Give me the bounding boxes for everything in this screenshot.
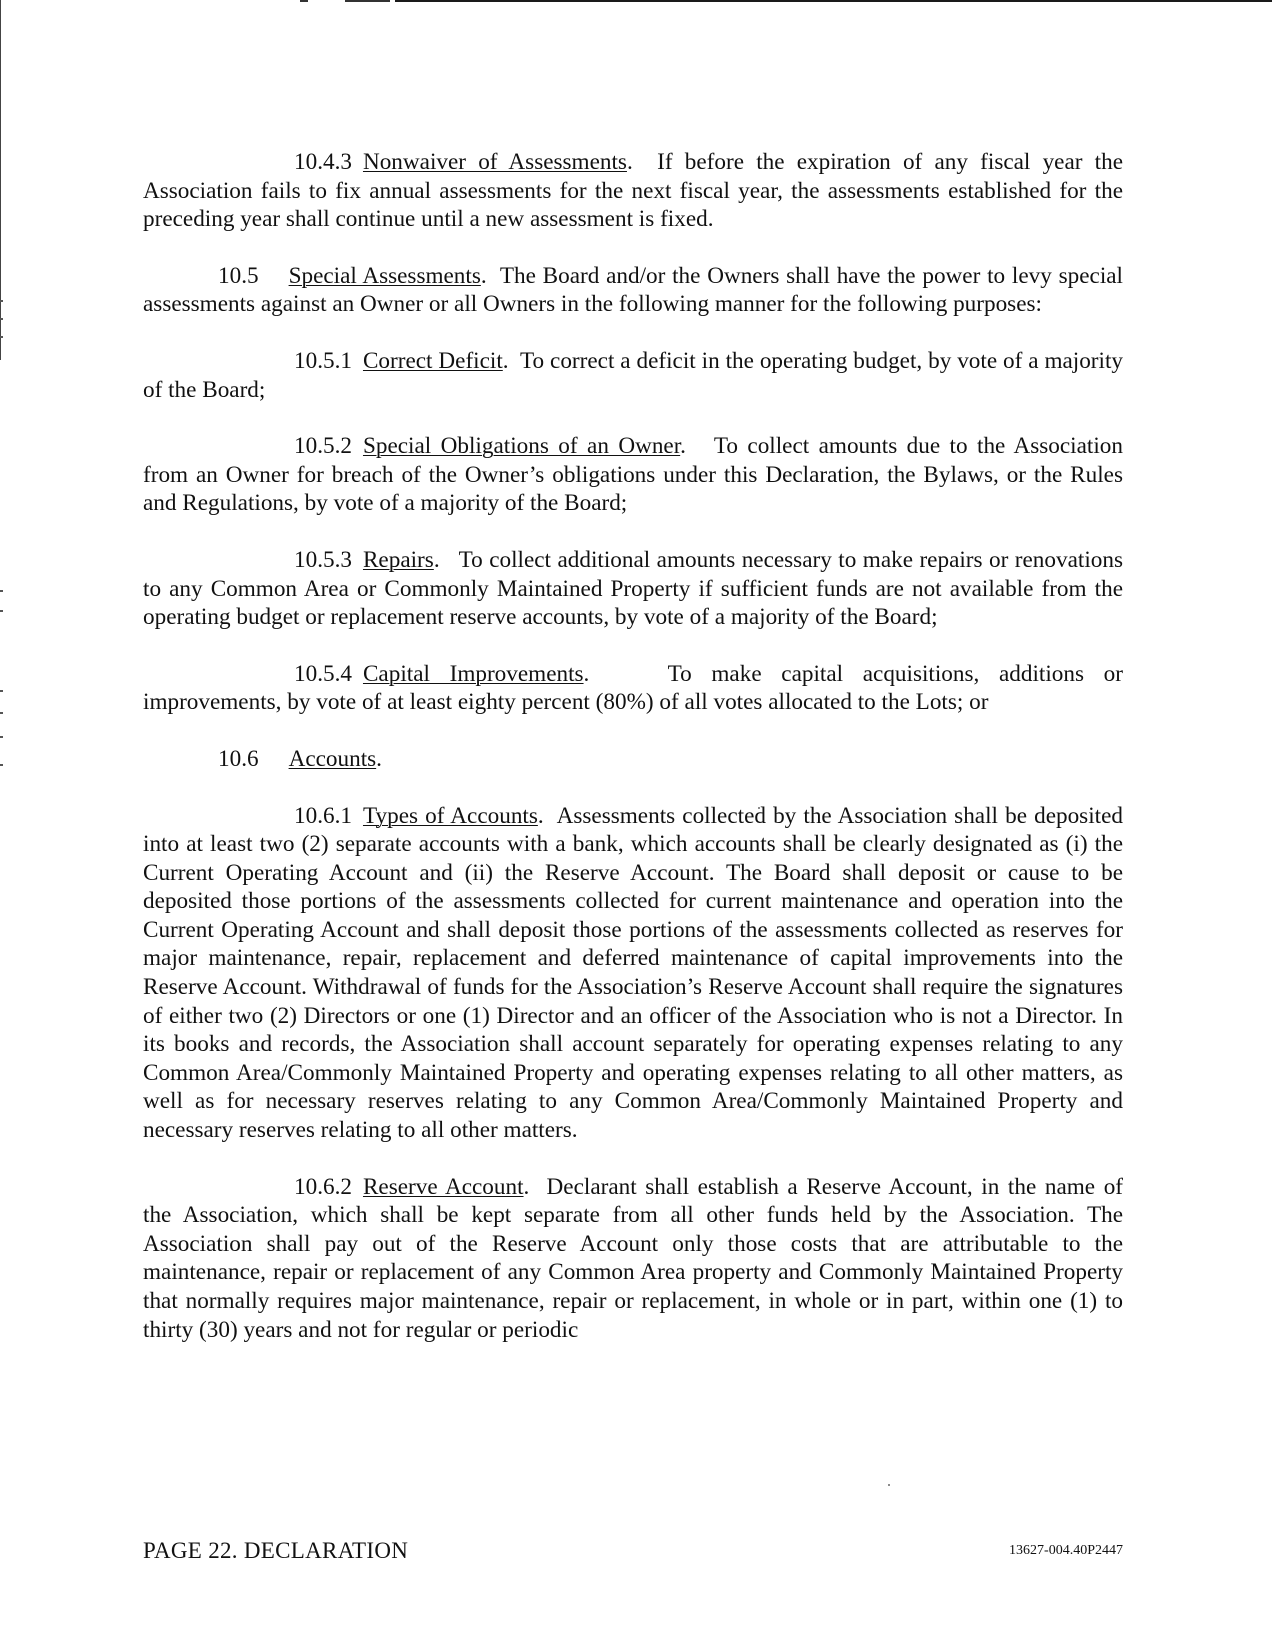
section-10-5-3: 10.5.3 Repairs. To collect additional amounts necessary to make repairs or renovations to any Common Area or Commonly Maintained Property if sufficient funds are not available from the operating budget or replacement reserve accounts, by vote of a majority of the Board; bbox=[143, 546, 1123, 631]
scan-artifact bbox=[300, 0, 308, 2]
scan-top-border bbox=[395, 0, 1272, 2]
section-heading: Repairs bbox=[362, 546, 434, 573]
footer-doc-code: 13627-004.40P2447 bbox=[1009, 1543, 1123, 1558]
section-heading: Nonwaiver of Assessments bbox=[362, 149, 627, 175]
section-10-6-1: 10.6.1 Types of Accounts. Assessments collected by the Association shall be deposited into at least two (2) separate accounts with a bank, which accounts shall be clearly designated as (i) the Current Operating Account and (ii) the Reserve Account. The Board shall deposit or cause to be deposited those portions of the assessments collected for current maintenance and operation into the Current Operating Account and shall deposit those portions of the assessments collected as reserves for major maintenance, repair, replacement and deferred maintenance of capital improvements into the Reserve Account. Withdrawal of funds for the Association’s Reserve Account shall require the signatures of either two (2) Directors or one (1) Director and an officer of the Association who is not a Director. In its books and records, the Association shall account separately for operating expenses relating to any Common Area/Commonly Maintained Property and operating expenses relating to all other matters, as well as for necessary reserves relating to any Common Area/Commonly Maintained Property and necessary reserves relating to all other matters. bbox=[143, 802, 1123, 1144]
section-number: 10.5 bbox=[218, 262, 259, 289]
section-text: To collect amounts due to the Association from an Owner for breach of the Owner’s obligations under this Declaration, the Bylaws, or the Rules and Regulations, by vote of a majority of the Board; bbox=[143, 433, 1123, 517]
scan-tick bbox=[0, 318, 3, 320]
section-10-5-4: 10.5.4 Capital Improvements. To make capital acquisitions, additions or improvements, by vote of at least eighty percent (80%) of all votes allocated to the Lots; or bbox=[143, 660, 1123, 716]
section-10-6-2: 10.6.2 Reserve Account. Declarant shall establish a Reserve Account, in the name of the Association, which shall be kept separate from all other funds held by the Association. The Association shall pay out of the Reserve Account only those costs that are attributable to the maintenance, repair or replacement of any Common Area property and Commonly Maintained Property that normally requires major maintenance, repair or replacement, in whole or in part, within one (1) to thirty (30) years and not for regular or periodic bbox=[143, 1173, 1124, 1343]
section-heading: Capital Improvements bbox=[362, 660, 584, 687]
section-text: Declarant shall establish a Reserve Account, in the name of the Association, which shall be kept separate from all other funds held by the Association. The Association shall pay out of the Reserve Account only those costs that are attributable to the maintenance, repair or replacement of any Common Area property and Commonly Maintained Property that normally requires major maintenance, repair or replacement, in whole or in part, within one (1) to thirty (30) years and not for regular or periodic bbox=[143, 1173, 1124, 1343]
section-text: To make capital acquisitions, additions or improvements, by vote of at least eighty percent (80%) of all votes allocated to the Lots; or bbox=[143, 660, 1123, 716]
section-10-5-2: 10.5.2 Special Obligations of an Owner. To collect amounts due to the Association from an Owner for breach of the Owner’s obligations under this Declaration, the Bylaws, or the Rules and Regulations, by vote of a majority of the Board; bbox=[143, 433, 1123, 517]
section-heading: Reserve Account bbox=[362, 1173, 524, 1200]
scan-tick bbox=[0, 690, 3, 692]
scan-speck bbox=[888, 1484, 890, 1486]
section-text: The Board and/or the Owners shall have the power to levy special assessments against an Owner or all Owners in the following manner for the following purposes: bbox=[143, 262, 1123, 318]
section-heading: Accounts bbox=[288, 745, 377, 772]
section-text: Assessments collected by the Association shall be deposited into at least two (2) separate accounts with a bank, which accounts shall be clearly designated as (i) the Current Operating Account and (ii) the Reserve Account. The Board shall deposit or cause to be deposited those portions of the assessments collected for current maintenance and operation into the Current Operating Account and shall deposit those portions of the assessments collected as reserves for major maintenance, repair, replacement and deferred maintenance of capital improvements into the Reserve Account. Withdrawal of funds for the Association’s Reserve Account shall require the signatures of either two (2) Directors or one (1) Director and an officer of the Association who is not a Director. In its books and records, the Association shall account separately for operating expenses relating to any Common Area/Commonly Maintained Property and operating expenses relating to all other matters, as well as for necessary reserves relating to any Common Area/Commonly Maintained Property and necessary reserves relating to all other matters. bbox=[143, 802, 1123, 1144]
section-10-5-1: 10.5.1 Correct Deficit. To correct a deficit in the operating budget, by vote of a majority of the Board; bbox=[143, 347, 1124, 403]
scan-tick bbox=[0, 712, 3, 714]
section-heading: Types of Accounts bbox=[362, 802, 538, 829]
section-number: 10.5.2 bbox=[294, 433, 352, 460]
scan-tick bbox=[0, 610, 3, 612]
section-text: To collect additional amounts necessary to make repairs or renovations to any Common Area or Commonly Maintained Property if sufficient funds are not available from the operating budget or replacement reserve accounts, by vote of a majority of the Board; bbox=[143, 546, 1123, 631]
scan-tick bbox=[0, 764, 3, 766]
document-body bbox=[143, 148, 1123, 1344]
scan-tick bbox=[0, 590, 3, 592]
scan-tick bbox=[0, 336, 3, 338]
section-heading: Correct Deficit bbox=[362, 347, 503, 374]
section-number: 10.6 bbox=[218, 745, 259, 772]
scan-artifact bbox=[345, 0, 390, 2]
scan-left-edge bbox=[0, 0, 1, 360]
section-10-5: 10.5 Special Assessments. The Board and/or the Owners shall have the power to levy special assessments against an Owner or all Owners in the following manner for the following purposes: bbox=[143, 262, 1123, 318]
section-number: 10.6.1 bbox=[294, 802, 352, 829]
section-10-6: 10.6 Accounts. bbox=[218, 745, 382, 772]
scan-tick bbox=[0, 736, 3, 738]
section-number: 10.5.1 bbox=[294, 347, 352, 374]
section-number: 10.4.3 bbox=[294, 149, 352, 175]
footer-page-label: PAGE 22. DECLARATION bbox=[143, 1538, 409, 1563]
section-10-4-3: 10.4.3 Nonwaiver of Assessments. If before the expiration of any fiscal year the Association fails to fix annual assessments for the next fiscal year, the assessments established for the preceding year shall continue until a new assessment is fixed. bbox=[143, 149, 1123, 233]
section-heading: Special Assessments bbox=[288, 262, 481, 289]
section-number: 10.5.3 bbox=[294, 546, 352, 573]
section-heading: Special Obligations of an Owner bbox=[362, 433, 681, 460]
scan-tick bbox=[0, 300, 3, 302]
section-text: If before the expiration of any fiscal year the Association fails to fix annual assessments for the next fiscal year, the assessments established for the preceding year shall continue until a new assessment is fixed. bbox=[143, 149, 1123, 233]
section-number: 10.6.2 bbox=[294, 1173, 352, 1200]
section-text: To correct a deficit in the operating budget, by vote of a majority of the Board; bbox=[143, 347, 1124, 403]
section-number: 10.5.4 bbox=[294, 660, 352, 687]
